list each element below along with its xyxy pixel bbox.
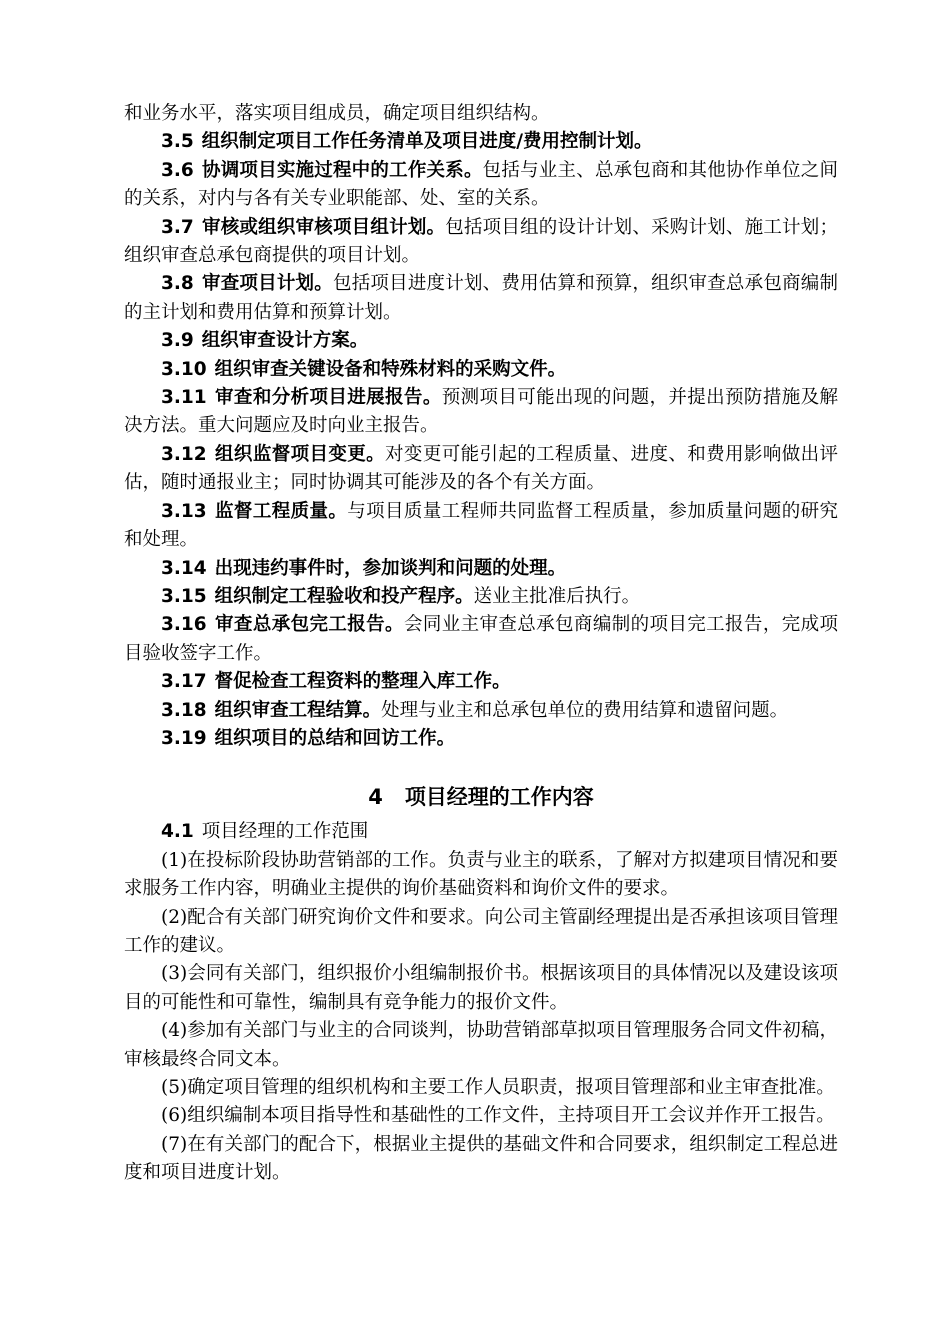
- scope-item-6: (6)组织编制本项目指导性和基础性的工作文件，主持项目开工会议并作开工报告。: [161, 1105, 835, 1127]
- item-heading: 监督工程质量。: [214, 500, 348, 522]
- item-number: 3.12: [161, 443, 207, 465]
- duty-item-3-17: [124, 668, 838, 696]
- duty-item-3-14: [124, 555, 838, 583]
- item-number: 3.5: [161, 131, 194, 153]
- item-number: 3.19: [161, 727, 207, 749]
- item-body: 预测项目可能出现的问题，并提出预防措施及解决方法。重大问题应及时向业主报告。: [124, 387, 838, 437]
- item-heading: 审核或组织审核项目组计划。: [201, 216, 446, 238]
- item-body: 会同业主审查总承包商编制的项目完工报告，完成项目验收签字工作。: [124, 614, 838, 664]
- scope-item-4: (4)参加有关部门与业主的合同谈判，协助营销部草拟项目管理服务合同文件初稿，审核最终合同文本。: [124, 1020, 838, 1070]
- item-number: 3.16: [161, 614, 207, 636]
- scope-item-2: (2)配合有关部门研究询价文件和要求。向公司主管副经理提出是否承担该项目管理工作的建议。: [124, 906, 838, 956]
- duty-item-3-11: [124, 384, 838, 441]
- scope-item-5: (5)确定项目管理的组织机构和主要工作人员职责，报项目管理部和业主审查批准。: [161, 1077, 835, 1098]
- duty-list: [124, 128, 838, 753]
- duty-item-3-15: [124, 583, 838, 611]
- item-number: 3.15: [161, 585, 207, 607]
- item-body: 处理与业主和总承包单位的费用结算和遗留问题。: [381, 699, 789, 721]
- item-number: 3.9: [161, 330, 194, 352]
- item-number: 3.18: [161, 699, 207, 721]
- subsection-title: 项目经理的工作范围: [201, 821, 369, 843]
- section-title-text: 项目经理的工作内容: [404, 785, 594, 810]
- item-heading: 组织制定项目工作任务清单及项目进度/费用控制计划。: [201, 131, 653, 153]
- section-number: 4: [368, 785, 383, 810]
- duty-item-3-9: [124, 327, 838, 355]
- item-body: 与项目质量工程师共同监督工程质量，参加质量问题的研究和处理。: [124, 500, 838, 551]
- item-heading: 组织项目的总结和回访工作。: [214, 727, 456, 749]
- item-heading: 组织审查关键设备和特殊材料的采购文件。: [214, 358, 567, 380]
- duty-item-3-7: [124, 214, 838, 271]
- duty-item-3-18: [124, 697, 838, 725]
- item-body: 包括与业主、总承包商和其他协作单位之间的关系，对内与各有关专业职能部、处、室的关系。: [124, 159, 838, 210]
- intro-line: 和业务水平，落实项目组成员，确定项目组织结构。: [124, 103, 550, 124]
- duty-item-3-6: [124, 157, 838, 214]
- item-heading: 审查总承包完工报告。: [214, 614, 404, 636]
- item-body: 送业主批准后执行。: [473, 585, 641, 607]
- subsection-number: 4.1: [161, 821, 194, 843]
- scope-item-7: (7)在有关部门的配合下，根据业主提供的基础文件和合同要求，组织制定工程总进度和项目进度计划。: [124, 1133, 838, 1184]
- item-heading: 审查和分析项目进展报告。: [214, 387, 442, 409]
- duty-item-3-10: [124, 356, 838, 384]
- item-heading: 协调项目实施过程中的工作关系。: [201, 159, 483, 181]
- item-number: 3.14: [161, 557, 207, 579]
- item-number: 3.6: [161, 159, 194, 181]
- item-body: 包括项目进度计划、费用估算和预算，组织审查总承包商编制的主计划和费用估算和预算计划。: [124, 273, 838, 323]
- scope-item-3: (3)会同有关部门，组织报价小组编制报价书。根据该项目的具体情况以及建设该项目的可能性和可靠性，编制具有竞争能力的报价文件。: [124, 963, 838, 1013]
- item-heading: 出现违约事件时，参加谈判和问题的处理。: [214, 557, 567, 579]
- duty-item-3-19: [124, 725, 838, 753]
- scope-item-1: (1)在投标阶段协助营销部的工作。负责与业主的联系，了解对方拟建项目情况和要求服务工作内容，明确业主提供的询价基础资料和询价文件的要求。: [124, 849, 838, 900]
- duty-item-3-16: [124, 611, 838, 668]
- item-body: 包括项目组的设计计划、采购计划、施工计划；组织审查总承包商提供的项目计划。: [124, 216, 838, 267]
- item-heading: 组织制定工程验收和投产程序。: [214, 585, 474, 607]
- item-heading: 组织监督项目变更。: [214, 443, 386, 465]
- subsection-heading: [124, 818, 838, 846]
- document-page: [124, 100, 838, 1188]
- duty-item-3-13: [124, 498, 838, 555]
- duty-item-3-5: [124, 128, 838, 156]
- item-number: 3.13: [161, 500, 207, 522]
- section-heading: [124, 780, 838, 814]
- scope-list: [124, 847, 838, 1188]
- item-number: 3.7: [161, 216, 194, 238]
- duty-item-3-8: [124, 270, 838, 327]
- item-number: 3.17: [161, 671, 207, 693]
- duty-item-3-12: [124, 441, 838, 498]
- item-heading: 组织审查工程结算。: [214, 699, 382, 721]
- item-number: 3.10: [161, 358, 207, 380]
- item-number: 3.8: [161, 273, 194, 295]
- item-body: 对变更可能引起的工程质量、进度、和费用影响做出评估，随时通报业主；同时协调其可能涉及的各个有关方面。: [124, 443, 838, 494]
- item-heading: 审查项目计划。: [201, 273, 333, 295]
- item-number: 3.11: [161, 387, 207, 409]
- item-heading: 组织审查设计方案。: [201, 330, 369, 352]
- item-heading: 督促检查工程资料的整理入库工作。: [214, 671, 511, 693]
